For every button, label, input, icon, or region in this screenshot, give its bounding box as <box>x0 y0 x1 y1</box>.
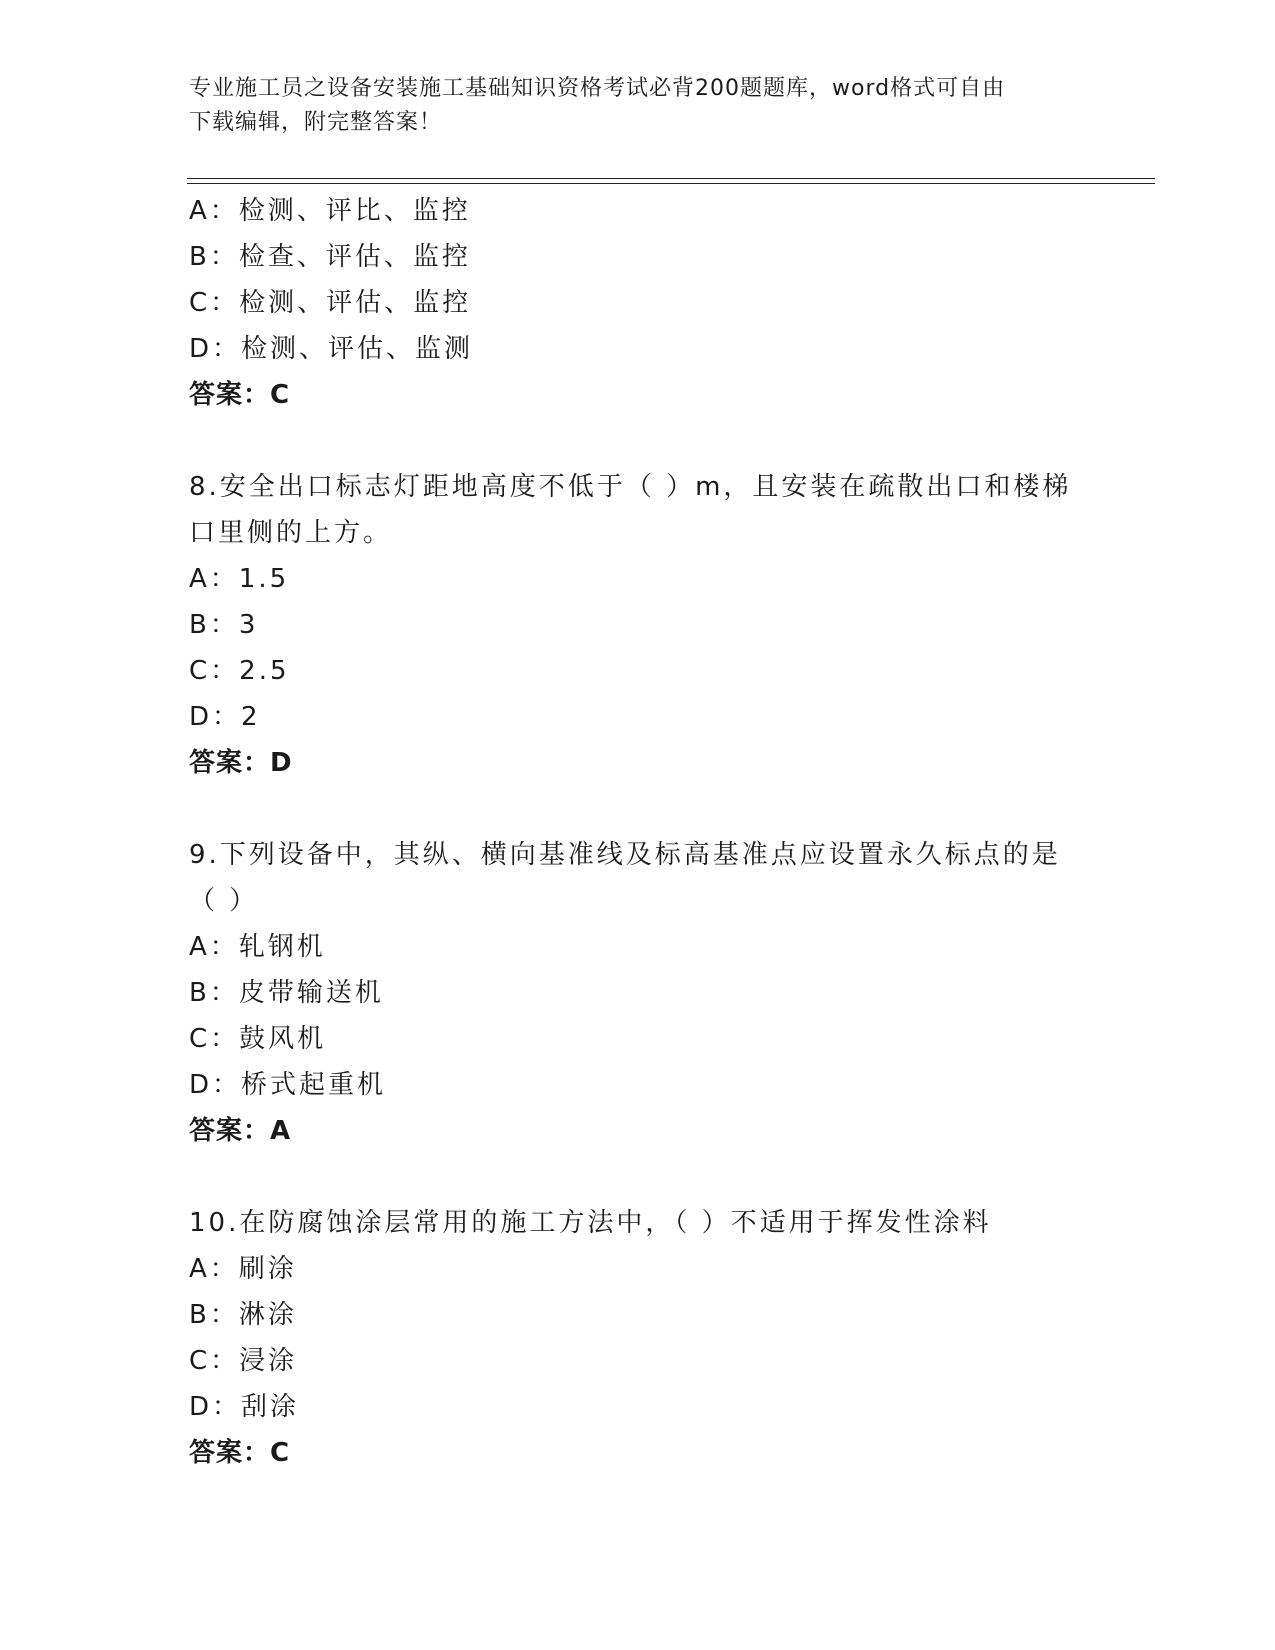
spacer <box>189 1154 1089 1200</box>
question-8 <box>189 464 1089 786</box>
option-a: A：刷涂 <box>189 1254 297 1284</box>
question-10 <box>189 1200 1089 1476</box>
option-b: B：检查、评估、监控 <box>189 242 471 272</box>
question-stem: 8.安全出口标志灯距地高度不低于（ ）m，且安装在疏散出口和楼梯 <box>189 472 1072 502</box>
header-divider <box>187 178 1155 184</box>
option-c: C：浸涂 <box>189 1346 298 1376</box>
question-7 <box>189 188 1089 418</box>
option-d: D：检测、评估、监测 <box>189 334 474 364</box>
option-d: D：桥式起重机 <box>189 1070 387 1100</box>
answer: 答案：C <box>189 1438 291 1468</box>
question-stem: 9.下列设备中，其纵、横向基准线及标高基准点应设置永久标点的是 <box>189 840 1061 870</box>
answer: 答案：C <box>189 380 291 410</box>
spacer <box>189 418 1089 464</box>
option-a: A：检测、评比、监控 <box>189 196 471 226</box>
option-b: B：3 <box>189 610 259 640</box>
option-a: A：轧钢机 <box>189 932 326 962</box>
answer: 答案：D <box>189 748 293 778</box>
option-b: B：皮带输送机 <box>189 978 384 1008</box>
question-stem-cont: （ ） <box>189 886 259 916</box>
option-c: C：检测、评估、监控 <box>189 288 472 318</box>
question-list <box>189 188 1089 1476</box>
option-b: B：淋涂 <box>189 1300 297 1330</box>
option-a: A：1.5 <box>189 564 290 594</box>
header-line-1: 专业施工员之设备安装施工基础知识资格考试必背200题题库，word格式可自由 <box>189 76 1006 101</box>
spacer <box>189 786 1089 832</box>
option-d: D：2 <box>189 702 261 732</box>
header-line-2: 下载编辑，附完整答案！ <box>189 110 443 135</box>
option-c: C：鼓风机 <box>189 1024 327 1054</box>
document-header <box>189 72 1089 140</box>
question-9 <box>189 832 1089 1154</box>
answer: 答案：A <box>189 1116 292 1146</box>
option-d: D：刮涂 <box>189 1392 300 1422</box>
option-c: C：2.5 <box>189 656 290 686</box>
question-stem-cont: 口里侧的上方。 <box>189 518 393 548</box>
question-stem: 10.在防腐蚀涂层常用的施工方法中，（ ）不适用于挥发性涂料 <box>189 1208 992 1238</box>
